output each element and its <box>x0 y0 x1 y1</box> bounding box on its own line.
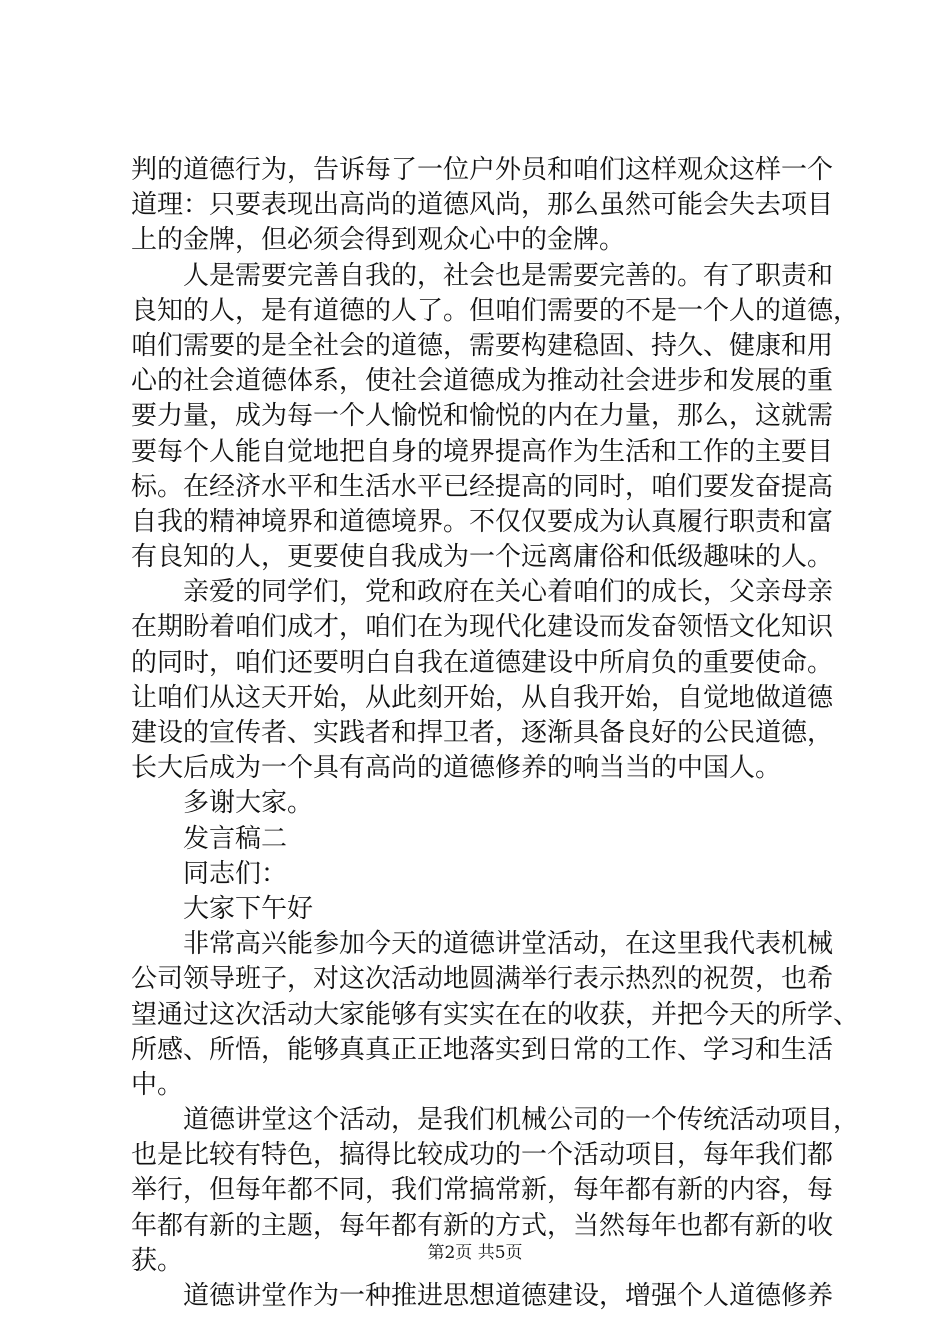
text-line: 心的社会道德体系，使社会道德成为推动社会进步和发展的重 <box>131 366 834 397</box>
document-body <box>131 153 860 1314</box>
page-number: 第2页 共5页 <box>427 1243 523 1263</box>
text-line: 要力量，成为每一个人愉悦和愉悦的内在力量，那么，这就需 <box>131 401 834 432</box>
page-footer <box>0 1242 950 1264</box>
text-line: 望通过这次活动大家能够有实实在在的收获，并把今天的所学、 <box>131 999 860 1030</box>
text-line: 道理：只要表现出高尚的道德风尚，那么虽然可能会失去项目 <box>131 190 834 221</box>
text-line: 咱们需要的是全社会的道德，需要构建稳固、持久、健康和用 <box>131 330 834 361</box>
text-line: 也是比较有特色，搞得比较成功的一个活动项目，每年我们都 <box>131 1140 834 1171</box>
text-line: 公司领导班子，对这次活动地圆满举行表示热烈的祝贺，也希 <box>131 964 834 995</box>
text-line: 标。在经济水平和生活水平已经提高的同时，咱们要发奋提高 <box>131 471 834 502</box>
text-line: 有良知的人，更要使自我成为一个远离庸俗和低级趣味的人。 <box>131 542 834 573</box>
text-line: 上的金牌，但必须会得到观众心中的金牌。 <box>131 225 626 256</box>
text-line: 让咱们从这天开始，从此刻开始，从自我开始，自觉地做道德 <box>131 682 834 713</box>
text-line: 中。 <box>131 1069 184 1100</box>
text-line: 非常高兴能参加今天的道德讲堂活动，在这里我代表机械 <box>183 929 834 960</box>
text-line: 道德讲堂作为一种推进思想道德建设，增强个人道德修养 <box>183 1281 834 1311</box>
text-line: 多谢大家。 <box>183 788 314 819</box>
text-line: 建设的宣传者、实践者和捍卫者，逐渐具备良好的公民道德， <box>131 718 834 748</box>
text-line: 道德讲堂这个活动，是我们机械公司的一个传统活动项目， <box>183 1105 860 1136</box>
text-line: 发言稿二 <box>183 823 288 854</box>
text-line: 长大后成为一个具有高尚的道德修养的响当当的中国人。 <box>131 753 782 784</box>
text-line: 所感、所悟，能够真真正正地落实到日常的工作、学习和生活 <box>131 1034 834 1065</box>
text-line: 的同时，咱们还要明白自我在道德建设中所肩负的重要使命。 <box>131 647 834 678</box>
text-line: 同志们： <box>183 858 288 889</box>
text-line: 良知的人，是有道德的人了。但咱们需要的不是一个人的道德， <box>131 295 860 326</box>
text-line: 判的道德行为，告诉每了一位户外员和咱们这样观众这样一个 <box>131 155 834 185</box>
text-line: 人是需要完善自我的，社会也是需要完善的。有了职责和 <box>183 260 834 291</box>
text-line: 举行，但每年都不同，我们常搞常新，每年都有新的内容，每 <box>131 1175 834 1206</box>
text-line: 大家下午好 <box>183 893 314 924</box>
text-line: 获。 <box>131 1245 184 1276</box>
text-line: 在期盼着咱们成才，咱们在为现代化建设而发奋领悟文化知识 <box>131 612 834 643</box>
text-line: 自我的精神境界和道德境界。不仅仅要成为认真履行职责和富 <box>131 506 834 537</box>
text-line: 年都有新的主题，每年都有新的方式，当然每年也都有新的收 <box>131 1210 834 1241</box>
text-line: 亲爱的同学们，党和政府在关心着咱们的成长，父亲母亲 <box>183 577 834 608</box>
text-line: 要每个人能自觉地把自身的境界提高作为生活和工作的主要目 <box>131 436 834 467</box>
